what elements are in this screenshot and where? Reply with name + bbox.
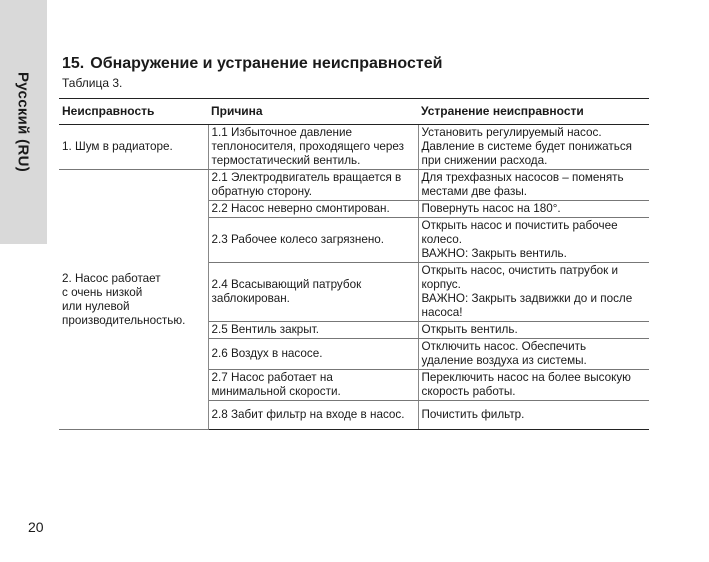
cell-line: ВАЖНО: Закрыть задвижки до и после xyxy=(421,292,633,305)
cell-line: Для трехфазных насосов – поменять xyxy=(421,171,624,184)
cell-line: удаление воздуха из системы. xyxy=(421,354,587,367)
cell-line: Открыть насос, очистить патрубок и xyxy=(421,264,619,277)
cell-line: Установить регулируемый насос. xyxy=(421,126,602,139)
section-number: 15. xyxy=(62,55,85,72)
cell-line: 2.4 Всасывающий патрубок xyxy=(211,278,362,291)
cause-cell xyxy=(208,125,418,170)
table-row xyxy=(59,170,649,201)
cell-line: 2. Насос работает xyxy=(62,271,161,285)
remedy-cell xyxy=(418,401,649,430)
cell-line: скорость работы. xyxy=(421,385,516,398)
cell-line: обратную сторону. xyxy=(211,185,313,198)
cell-line: 2.5 Вентиль закрыт. xyxy=(211,323,319,336)
remedy-cell xyxy=(418,339,649,370)
table-header-row xyxy=(59,99,649,125)
troubleshooting-table xyxy=(59,98,649,430)
fault-cell xyxy=(59,170,208,430)
cell-line: производительностью. xyxy=(62,313,186,327)
table-row xyxy=(59,125,649,170)
cell-line: Повернуть насос на 180°. xyxy=(421,202,561,215)
cell-line: Открыть вентиль. xyxy=(421,323,518,336)
remedy-cell xyxy=(418,125,649,170)
cell-line: Давление в системе будет понижаться xyxy=(421,140,632,153)
cell-line: теплоносителя, проходящего через xyxy=(211,140,405,153)
cell-line: 2.7 Насос работает на xyxy=(211,371,333,384)
cause-cell xyxy=(208,218,418,263)
remedy-cell xyxy=(418,201,649,218)
cell-line: заблокирован. xyxy=(211,292,290,305)
cell-line: 2.3 Рабочее колесо загрязнено. xyxy=(211,233,385,246)
cell-line: 2.8 Забит фильтр на входе в насос. xyxy=(211,408,405,421)
cell-line: 2.6 Воздух в насосе. xyxy=(211,347,323,360)
cell-line: Отключить насос. Обеспечить xyxy=(421,340,587,353)
cell-line: термостатический вентиль. xyxy=(211,154,361,167)
cell-line: Открыть насос и почистить рабочее xyxy=(421,219,618,232)
cause-cell xyxy=(208,170,418,201)
cause-cell xyxy=(208,339,418,370)
cause-cell xyxy=(208,263,418,322)
cell-line: 1.1 Избыточное давление xyxy=(211,126,353,139)
section-title-text: Обнаружение и устранение неисправностей xyxy=(90,55,443,72)
cell-line: корпус. xyxy=(421,278,461,291)
cell-line: 1. Шум в радиаторе. xyxy=(62,140,173,153)
header-remedy: Устранение неисправности xyxy=(418,99,649,125)
cell-line: 2.1 Электродвигатель вращается в xyxy=(211,171,402,184)
cell-line: местами две фазы. xyxy=(421,185,528,198)
cell-line: ВАЖНО: Закрыть вентиль. xyxy=(421,247,567,260)
remedy-cell xyxy=(418,322,649,339)
cell-line: при снижении расхода. xyxy=(421,154,548,167)
cell-line: или нулевой xyxy=(62,299,130,313)
cell-line: насоса! xyxy=(421,306,463,319)
remedy-cell xyxy=(418,170,649,201)
section-title xyxy=(62,55,442,73)
cell-line: минимальной скорости. xyxy=(211,385,341,398)
cause-cell xyxy=(208,201,418,218)
header-cause: Причина xyxy=(208,99,418,125)
cause-cell xyxy=(208,370,418,401)
table-caption: Таблица 3. xyxy=(62,76,123,90)
header-fault: Неисправность xyxy=(59,99,208,125)
language-side-tab xyxy=(0,0,47,244)
remedy-cell xyxy=(418,218,649,263)
cell-line: колесо. xyxy=(421,233,463,246)
remedy-cell xyxy=(418,370,649,401)
cell-line: Почистить фильтр. xyxy=(421,408,525,421)
fault-cell xyxy=(59,125,208,170)
cell-line: Переключить насос на более высокую xyxy=(421,371,631,384)
remedy-cell xyxy=(418,263,649,322)
cause-cell xyxy=(208,322,418,339)
cell-line: с очень низкой xyxy=(62,285,143,299)
page-number: 20 xyxy=(28,519,44,535)
cell-line: 2.2 Насос неверно смонтирован. xyxy=(211,202,390,215)
language-label: Русский (RU) xyxy=(14,71,32,173)
table-body xyxy=(59,125,649,430)
cause-cell xyxy=(208,401,418,430)
